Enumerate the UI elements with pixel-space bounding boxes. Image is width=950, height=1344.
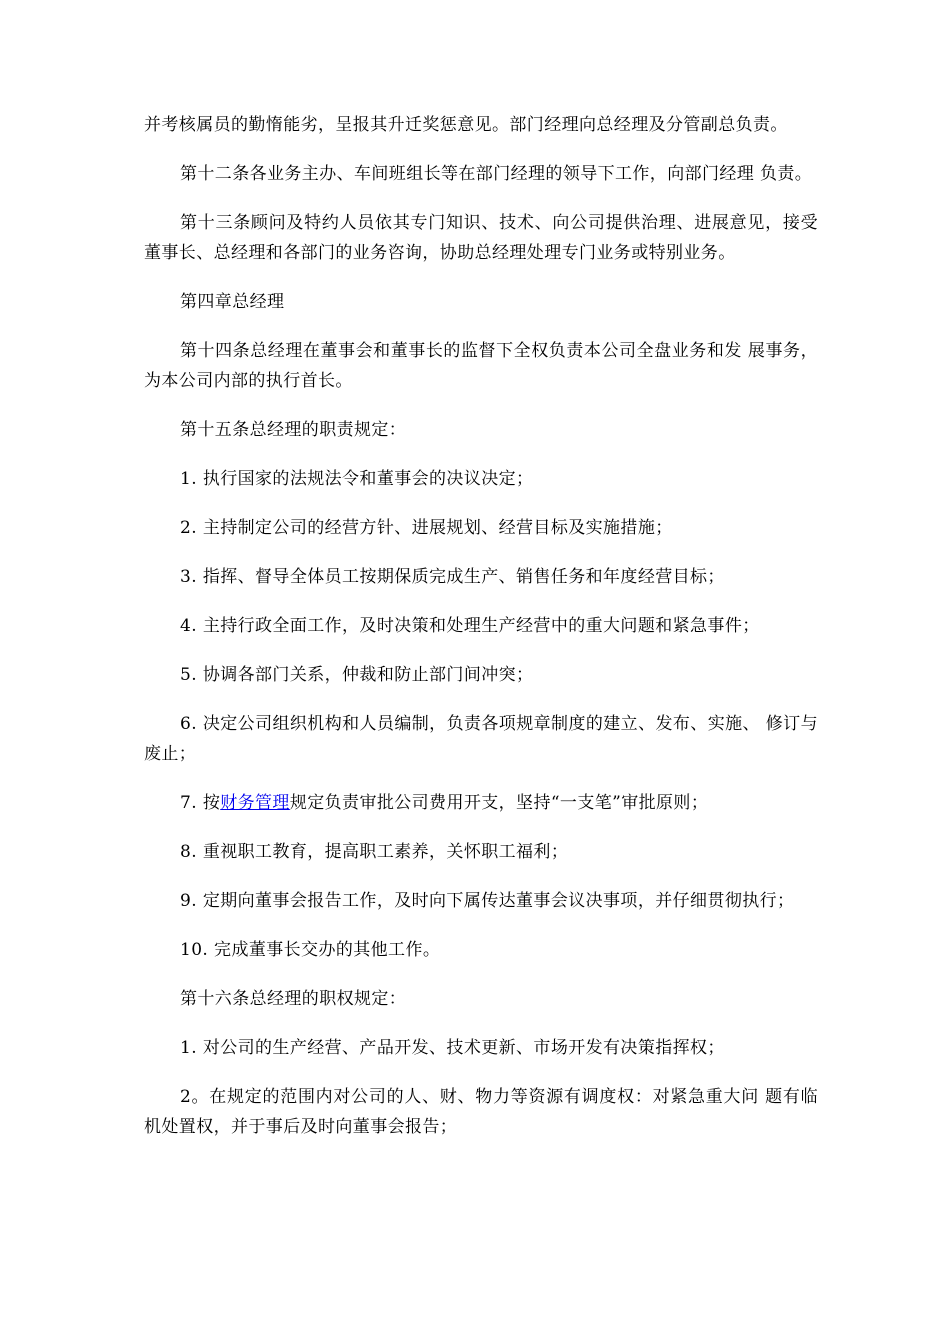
duty-item-5: 5. 协调各部门关系，仲裁和防止部门间冲突； <box>180 665 534 685</box>
duty-item-7-prefix: 7. 按 <box>180 793 221 813</box>
duty-item-1: 1. 执行国家的法规法令和董事会的决议决定； <box>180 469 534 489</box>
duty-item-10: 10. 完成董事长交办的其他工作。 <box>180 940 441 960</box>
duty-item-8: 8. 重视职工教育，提高职工素养，关怀职工福利； <box>180 842 569 862</box>
document-page <box>144 110 818 1161</box>
duty-item-3: 3. 指挥、督导全体员工按期保质完成生产、销售任务和年度经营目标； <box>180 567 725 587</box>
duty-item-4: 4. 主持行政全面工作，及时决策和处理生产经营中的重大问题和紧急事件； <box>180 616 760 636</box>
duty-item-7-suffix: 规定负责审批公司费用开支，坚持“一支笔”审批原则； <box>289 793 709 813</box>
finance-management-link[interactable]: 财务管理 <box>220 793 290 813</box>
duty-item-6: 6. 决定公司组织机构和人员编制，负责各项规章制度的建立、发布、实施、 修订与废止； <box>144 714 818 764</box>
article-13: 第十三条顾问及特约人员依其专门知识、技术、向公司提供治理、进展意见，接受董事长、总经理和各部门的业务咨询，协助总经理处理专门业务或特别业务。 <box>144 213 818 263</box>
duty-item-9: 9. 定期向董事会报告工作，及时向下属传达董事会议决事项，并仔细贯彻执行； <box>180 891 795 911</box>
duty-item-7 <box>144 788 818 818</box>
authority-item-1: 1. 对公司的生产经营、产品开发、技术更新、市场开发有决策指挥权； <box>180 1038 725 1058</box>
chapter-4-heading: 第四章总经理 <box>180 292 285 312</box>
article-14: 第十四条总经理在董事会和董事长的监督下全权负责本公司全盘业务和发 展事务，为本公司内部的执行首长。 <box>144 341 818 391</box>
article-12: 第十二条各业务主办、车间班组长等在部门经理的领导下工作，向部门经理 负责。 <box>180 164 813 184</box>
article-15: 第十五条总经理的职责规定： <box>180 420 407 440</box>
article-16: 第十六条总经理的职权规定： <box>180 989 407 1009</box>
duty-item-2: 2. 主持制定公司的经营方针、进展规划、经营目标及实施措施； <box>180 518 673 538</box>
authority-item-2: 2。在规定的范围内对公司的人、财、物力等资源有调度权：对紧急重大问 题有临机处置权，并于事后及时向董事会报告； <box>144 1087 818 1137</box>
paragraph-duties-continued: 并考核属员的勤惰能劣，呈报其升迁奖惩意见。部门经理向总经理及分管副总负责。 <box>144 115 788 135</box>
